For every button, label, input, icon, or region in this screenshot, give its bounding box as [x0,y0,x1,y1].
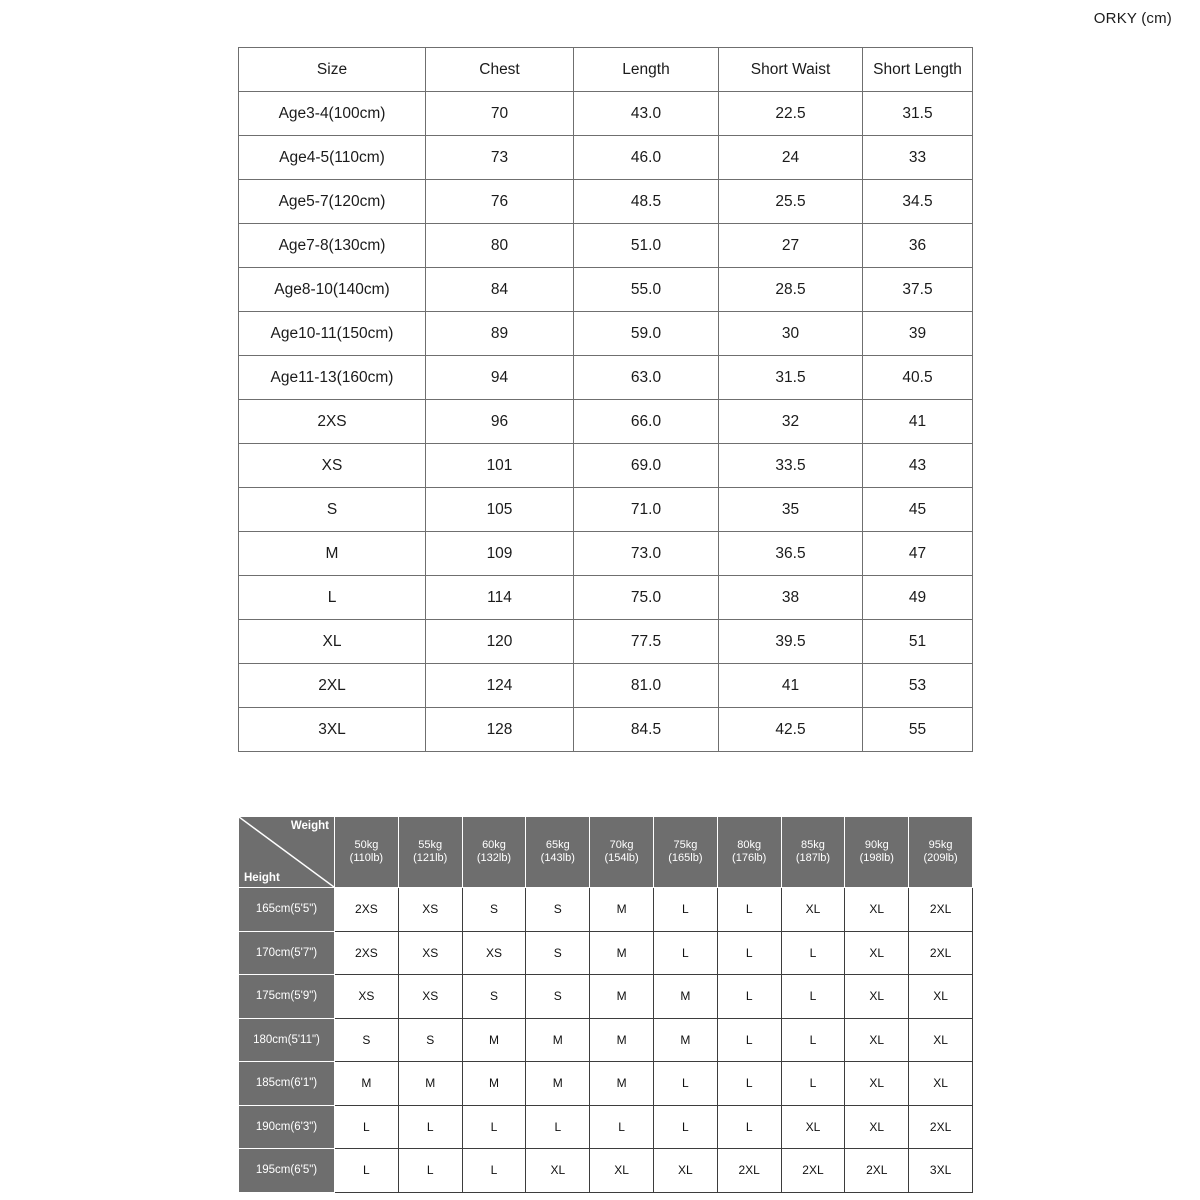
measurement-cell: 27 [719,224,863,268]
matrix-size-cell: L [462,1149,526,1193]
table-row [239,576,973,620]
measurement-cell: 32 [719,400,863,444]
matrix-height-header: 165cm(5'5") [239,888,335,932]
measurement-cell: 43.0 [574,92,719,136]
matrix-size-cell: 2XS [335,931,399,975]
matrix-size-cell: XL [845,975,909,1019]
measurement-cell: 45 [863,488,973,532]
matrix-weight-header [462,817,526,888]
matrix-row [239,1149,973,1193]
measurement-cell: 80 [426,224,574,268]
matrix-size-cell: L [335,1105,399,1149]
matrix-size-cell: M [462,1062,526,1106]
matrix-size-cell: M [462,1018,526,1062]
matrix-size-cell: 2XL [781,1149,845,1193]
matrix-size-cell: L [717,1018,781,1062]
matrix-size-cell: XL [845,888,909,932]
measurement-cell: 24 [719,136,863,180]
measurement-cell: 46.0 [574,136,719,180]
matrix-size-cell: S [526,888,590,932]
measurement-cell: 35 [719,488,863,532]
matrix-row [239,1062,973,1106]
matrix-height-header: 180cm(5'11") [239,1018,335,1062]
size-label-cell: Age5-7(120cm) [239,180,426,224]
matrix-size-cell: L [717,931,781,975]
matrix-size-cell: XS [335,975,399,1019]
matrix-size-cell: M [590,1018,654,1062]
weight-kg: 80kg [737,839,762,852]
measurement-cell: 33.5 [719,444,863,488]
matrix-size-cell: L [781,1062,845,1106]
measurement-cell: 49 [863,576,973,620]
matrix-size-cell: L [653,931,717,975]
weight-kg: 60kg [482,839,506,852]
weight-kg: 70kg [609,839,634,852]
matrix-size-cell: 2XS [335,888,399,932]
matrix-size-cell: S [462,888,526,932]
matrix-size-cell: L [526,1105,590,1149]
measurement-cell: 43 [863,444,973,488]
table-row [239,356,973,400]
size-label-cell: M [239,532,426,576]
measurement-cell: 71.0 [574,488,719,532]
weight-lb: (176lb) [732,852,767,864]
matrix-size-cell: M [398,1062,462,1106]
weight-kg: 55kg [418,839,443,852]
measurement-cell: 70 [426,92,574,136]
size-label-cell: Age11-13(160cm) [239,356,426,400]
measurement-cell: 73.0 [574,532,719,576]
matrix-corner-cell [239,817,335,888]
size-label-cell: Age10-11(150cm) [239,312,426,356]
measurement-cell: 37.5 [863,268,973,312]
matrix-size-cell: L [653,1105,717,1149]
matrix-size-cell: L [781,931,845,975]
matrix-size-cell: L [398,1105,462,1149]
matrix-height-header: 195cm(6'5") [239,1149,335,1193]
measurement-cell: 39.5 [719,620,863,664]
weight-lb: (198lb) [859,852,894,864]
table-row [239,180,973,224]
matrix-height-header: 190cm(6'3") [239,1105,335,1149]
matrix-size-cell: XS [398,931,462,975]
measurement-cell: 120 [426,620,574,664]
matrix-size-cell: M [590,975,654,1019]
measurement-cell: 73 [426,136,574,180]
matrix-size-cell: XL [909,1018,973,1062]
weight-lb: (110lb) [349,852,384,864]
measurement-cell: 94 [426,356,574,400]
matrix-size-cell: M [590,1062,654,1106]
measurement-cell: 51.0 [574,224,719,268]
matrix-size-cell: M [653,1018,717,1062]
matrix-row [239,931,973,975]
measurement-cell: 34.5 [863,180,973,224]
matrix-weight-label: Weight [290,820,329,832]
matrix-size-cell: 2XL [909,931,973,975]
measurement-cell: 66.0 [574,400,719,444]
matrix-size-cell: M [590,888,654,932]
matrix-size-cell: L [398,1149,462,1193]
table-row [239,532,973,576]
matrix-weight-header [781,817,845,888]
measurement-cell: 40.5 [863,356,973,400]
matrix-size-cell: XL [845,1018,909,1062]
measurement-cell: 55.0 [574,268,719,312]
table-row [239,620,973,664]
measurement-cell: 84.5 [574,708,719,752]
matrix-size-cell: M [526,1062,590,1106]
matrix-size-cell: 2XL [717,1149,781,1193]
matrix-weight-header [653,817,717,888]
matrix-size-cell: L [717,975,781,1019]
matrix-size-cell: L [590,1105,654,1149]
height-weight-matrix [238,816,972,1193]
weight-lb: (165lb) [668,852,703,864]
table-row [239,488,973,532]
size-chart-table [238,47,972,752]
matrix-size-cell: 2XL [909,1105,973,1149]
matrix-header-row [239,817,973,888]
size-label-cell: Age4-5(110cm) [239,136,426,180]
weight-lb: (209lb) [923,852,958,864]
weight-lb: (154lb) [604,852,639,864]
measurement-cell: 33 [863,136,973,180]
weight-kg: 90kg [864,839,889,852]
measurement-cell: 101 [426,444,574,488]
size-label-cell: S [239,488,426,532]
weight-lb: (187lb) [795,852,831,864]
measurement-cell: 81.0 [574,664,719,708]
measurement-cell: 77.5 [574,620,719,664]
table-row [239,708,973,752]
matrix-size-cell: S [526,931,590,975]
matrix-size-cell: L [335,1149,399,1193]
table-row [239,664,973,708]
table-row [239,92,973,136]
matrix-height-label: Height [244,872,280,884]
measurement-cell: 75.0 [574,576,719,620]
measurement-cell: 36.5 [719,532,863,576]
matrix-size-cell: XL [781,1105,845,1149]
matrix-size-cell: XL [526,1149,590,1193]
matrix-size-cell: XS [462,931,526,975]
size-label-cell: 2XS [239,400,426,444]
measurement-cell: 76 [426,180,574,224]
weight-kg: 85kg [801,839,825,852]
size-label-cell: Age7-8(130cm) [239,224,426,268]
size-table-header-cell: Chest [426,48,574,92]
table-row [239,400,973,444]
weight-lb: (121lb) [413,852,448,864]
matrix-size-cell: XL [653,1149,717,1193]
matrix-size-cell: XL [845,931,909,975]
matrix-size-cell: 2XL [845,1149,909,1193]
weight-kg: 65kg [545,839,570,852]
measurement-cell: 59.0 [574,312,719,356]
weight-kg: 95kg [928,839,953,852]
table-row [239,224,973,268]
matrix-size-cell: S [398,1018,462,1062]
size-label-cell: XL [239,620,426,664]
measurement-cell: 25.5 [719,180,863,224]
matrix-weight-header [590,817,654,888]
matrix-weight-header [845,817,909,888]
matrix-size-cell: 3XL [909,1149,973,1193]
measurement-cell: 109 [426,532,574,576]
size-table-header-cell: Short Length [863,48,973,92]
matrix-height-header: 170cm(5'7") [239,931,335,975]
measurement-cell: 30 [719,312,863,356]
matrix-size-cell: M [526,1018,590,1062]
matrix-row [239,888,973,932]
matrix-size-cell: 2XL [909,888,973,932]
weight-lb: (132lb) [476,852,512,864]
unit-label: ORKY (cm) [1093,10,1172,27]
matrix-size-cell: L [717,1062,781,1106]
matrix-size-cell: L [653,888,717,932]
matrix-size-cell: XS [398,975,462,1019]
table-row [239,444,973,488]
matrix-size-cell: XS [398,888,462,932]
matrix-weight-header [909,817,973,888]
matrix-size-cell: L [781,1018,845,1062]
matrix-row [239,975,973,1019]
size-label-cell: Age3-4(100cm) [239,92,426,136]
matrix-size-cell: XL [845,1105,909,1149]
matrix-size-cell: XL [845,1062,909,1106]
weight-lb: (143lb) [540,852,575,864]
measurement-cell: 89 [426,312,574,356]
matrix-size-cell: L [717,888,781,932]
matrix-weight-header [526,817,590,888]
matrix-size-cell: M [590,931,654,975]
matrix-height-header: 185cm(6'1") [239,1062,335,1106]
measurement-cell: 51 [863,620,973,664]
measurement-cell: 38 [719,576,863,620]
measurement-cell: 41 [863,400,973,444]
size-label-cell: L [239,576,426,620]
size-table-header-row [239,48,973,92]
matrix-weight-header [398,817,462,888]
matrix-size-cell: S [335,1018,399,1062]
matrix-size-cell: XL [781,888,845,932]
measurement-cell: 124 [426,664,574,708]
weight-kg: 75kg [673,839,698,852]
measurement-cell: 128 [426,708,574,752]
size-label-cell: 2XL [239,664,426,708]
measurement-cell: 53 [863,664,973,708]
measurement-cell: 39 [863,312,973,356]
size-table-header-cell: Size [239,48,426,92]
measurement-cell: 22.5 [719,92,863,136]
measurement-cell: 41 [719,664,863,708]
matrix-height-header: 175cm(5'9") [239,975,335,1019]
size-table-header-cell: Short Waist [719,48,863,92]
matrix-size-cell: M [653,975,717,1019]
measurement-cell: 55 [863,708,973,752]
size-label-cell: XS [239,444,426,488]
matrix-size-cell: S [526,975,590,1019]
measurement-cell: 84 [426,268,574,312]
matrix-weight-header [717,817,781,888]
measurement-cell: 47 [863,532,973,576]
matrix-size-cell: S [462,975,526,1019]
table-row [239,312,973,356]
measurement-cell: 42.5 [719,708,863,752]
measurement-cell: 96 [426,400,574,444]
table-row [239,268,973,312]
matrix-size-cell: L [653,1062,717,1106]
weight-kg: 50kg [354,839,379,852]
matrix-row [239,1018,973,1062]
matrix-size-cell: L [717,1105,781,1149]
measurement-cell: 31.5 [719,356,863,400]
measurement-cell: 31.5 [863,92,973,136]
matrix-size-cell: XL [590,1149,654,1193]
measurement-cell: 36 [863,224,973,268]
matrix-row [239,1105,973,1149]
matrix-size-cell: M [335,1062,399,1106]
matrix-weight-header [335,817,399,888]
matrix-size-cell: XL [909,975,973,1019]
measurement-cell: 69.0 [574,444,719,488]
measurement-cell: 63.0 [574,356,719,400]
measurement-cell: 114 [426,576,574,620]
measurement-cell: 105 [426,488,574,532]
table-row [239,136,973,180]
matrix-size-cell: XL [909,1062,973,1106]
matrix-size-cell: L [781,975,845,1019]
measurement-cell: 48.5 [574,180,719,224]
measurement-cell: 28.5 [719,268,863,312]
size-label-cell: 3XL [239,708,426,752]
matrix-size-cell: L [462,1105,526,1149]
size-table-header-cell: Length [574,48,719,92]
size-label-cell: Age8-10(140cm) [239,268,426,312]
